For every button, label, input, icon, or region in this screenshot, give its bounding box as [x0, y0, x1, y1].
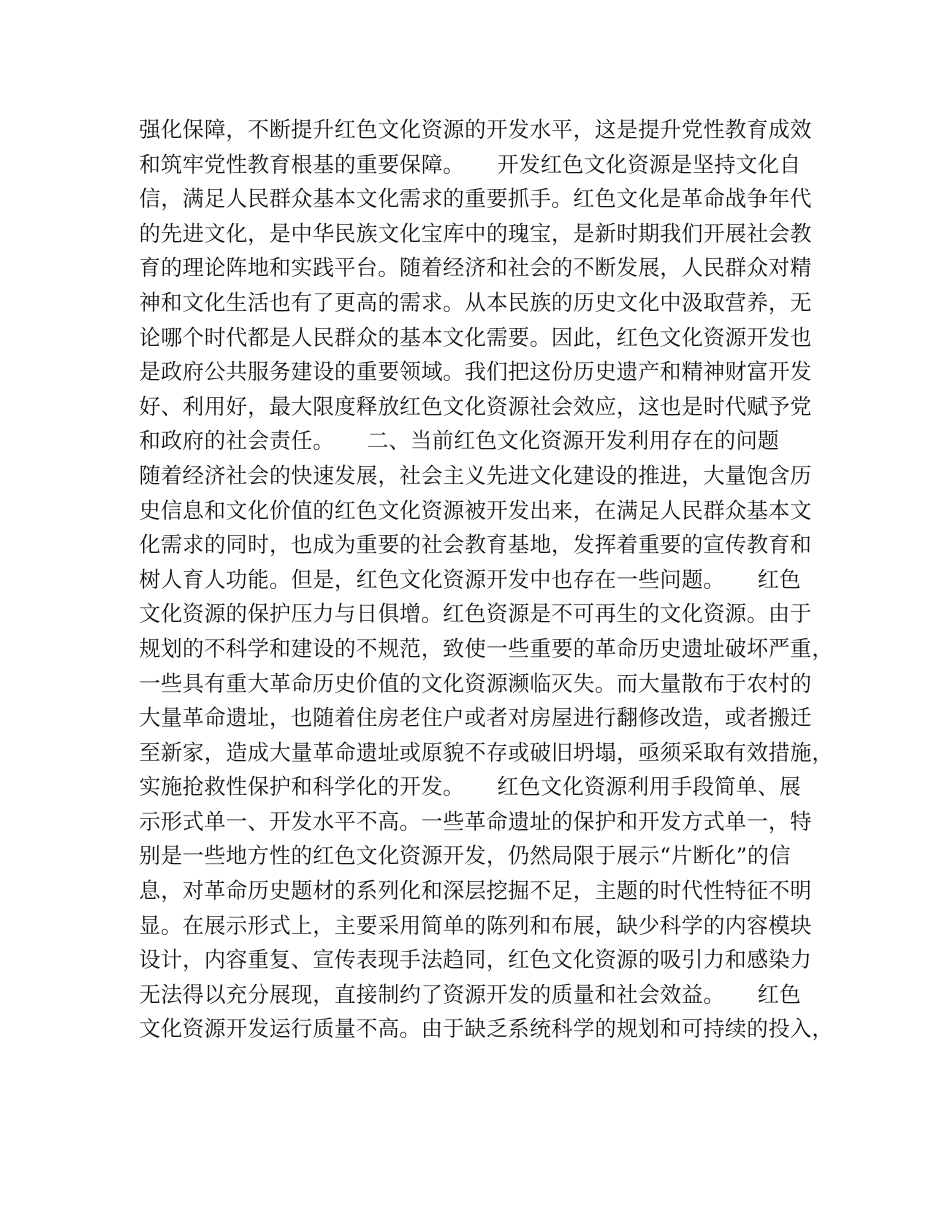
text-line: 一些具有重大革命历史价值的文化资源濒临灭失。而大量散布于农村的 — [139, 671, 812, 697]
text-line: 息，对革命历史题材的系列化和深层挖掘不足，主题的时代性特征不明 — [139, 879, 812, 905]
text-line: 强化保障，不断提升红色文化资源的开发水平，这是提升党性教育成效 — [139, 118, 812, 143]
text-line: 的先进文化，是中华民族文化宝库中的瑰宝，是新时期我们开展社会教 — [139, 221, 812, 247]
text-line: 文化资源开发运行质量不高。由于缺乏系统科学的规划和可持续的投入， — [139, 1017, 834, 1043]
text-line: 和筑牢党性教育根基的重要保障。 开发红色文化资源是坚持文化自 — [139, 152, 801, 178]
text-line: 神和文化生活也有了更高的需求。从本民族的历史文化中汲取营养，无 — [139, 290, 812, 316]
text-line: 化需求的同时，也成为重要的社会教育基地，发挥着重要的宣传教育和 — [139, 533, 812, 559]
text-line: 论哪个时代都是人民群众的基本文化需要。因此，红色文化资源开发也 — [139, 325, 812, 351]
text-line: 树人育人功能。但是，红色文化资源开发中也存在一些问题。 红色 — [139, 567, 801, 593]
text-line: 规划的不科学和建设的不规范，致使一些重要的革命历史遗址破坏严重， — [139, 636, 834, 662]
text-line: 大量革命遗址，也随着住房老住户或者对房屋进行翻修改造，或者搬迁 — [139, 706, 812, 732]
text-line: 示形式单一、开发水平不高。一些革命遗址的保护和开发方式单一，特 — [139, 809, 812, 835]
text-line: 无法得以充分展现，直接制约了资源开发的质量和社会效益。 红色 — [139, 982, 801, 1008]
text-line: 育的理论阵地和实践平台。随着经济和社会的不断发展，人民群众对精 — [139, 256, 812, 282]
text-line: 信，满足人民群众基本文化需求的重要抓手。红色文化是革命战争年代 — [139, 187, 812, 213]
text-line: 随着经济社会的快速发展，社会主义先进文化建设的推进，大量饱含历 — [139, 463, 812, 489]
text-line: 至新家，造成大量革命遗址或原貌不存或破旧坍塌，亟须采取有效措施， — [139, 740, 834, 766]
body-text — [139, 114, 834, 1048]
text-line: 别是一些地方性的红色文化资源开发，仍然局限于展示“片断化”的信 — [139, 844, 791, 870]
text-line: 好、利用好，最大限度释放红色文化资源社会效应，这也是时代赋予党 — [139, 394, 812, 420]
text-line: 史信息和文化价值的红色文化资源被开发出来，在满足人民群众基本文 — [139, 498, 812, 524]
text-line: 文化资源的保护压力与日俱增。红色资源是不可再生的文化资源。由于 — [139, 602, 812, 628]
text-line: 实施抢救性保护和科学化的开发。 红色文化资源利用手段简单、展 — [139, 775, 801, 801]
text-line: 和政府的社会责任。 二、当前红色文化资源开发利用存在的问题 — [139, 429, 780, 455]
text-line: 是政府公共服务建设的重要领域。我们把这份历史遗产和精神财富开发 — [139, 360, 812, 386]
text-line: 显。在展示形式上，主要采用简单的陈列和布展，缺少科学的内容模块 — [139, 913, 812, 939]
text-line: 设计，内容重复、宣传表现手法趋同，红色文化资源的吸引力和感染力 — [139, 948, 812, 974]
